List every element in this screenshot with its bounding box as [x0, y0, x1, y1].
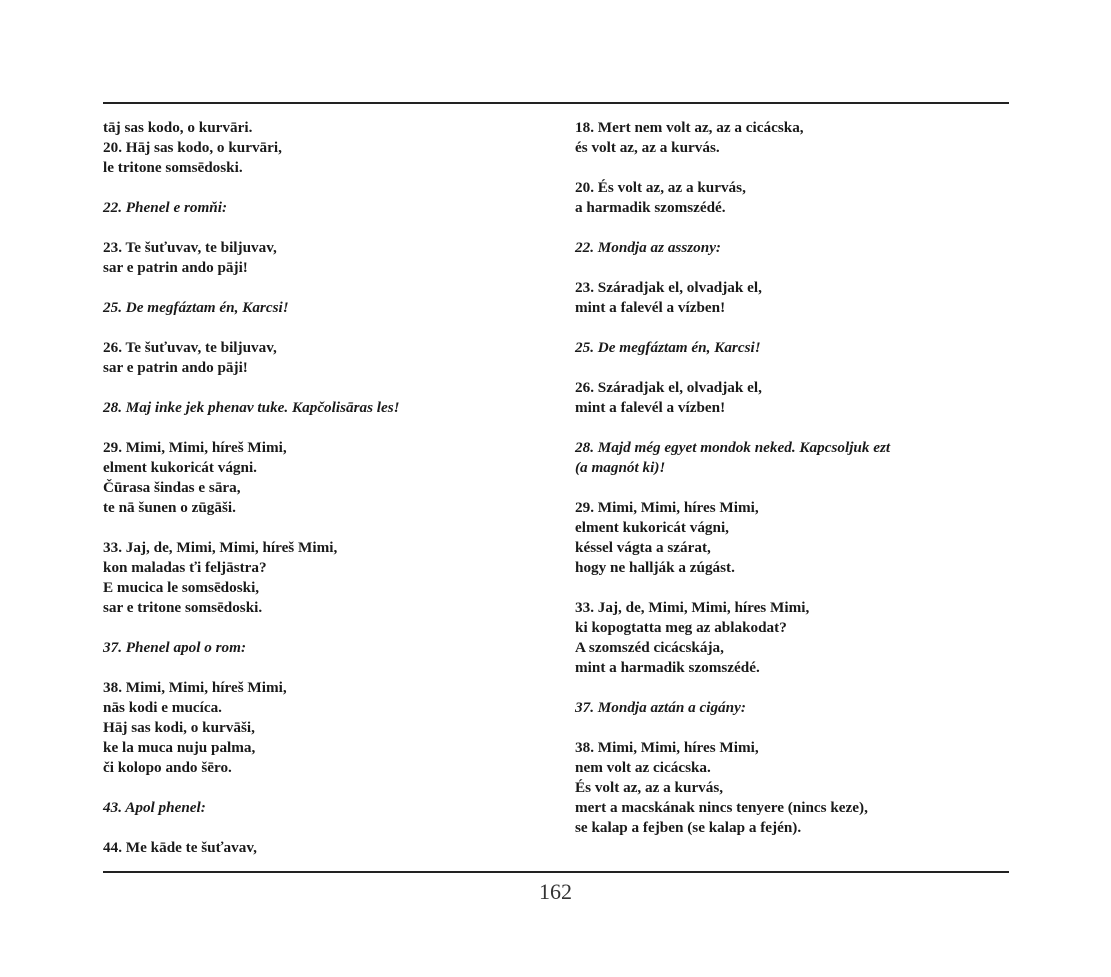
text-line: E mucica le somsēdoski,: [103, 579, 260, 596]
speaker-cue: [575, 438, 1015, 478]
text-line: sar e patrin ando pāji!: [103, 259, 248, 276]
text-line: tāj sas kodo, o kurvāri.: [103, 119, 253, 136]
text-line: 33. Jaj, de, Mimi, Mimi, híreš Mimi,: [103, 539, 338, 556]
text-line: elment kukoricát vágni.: [103, 459, 257, 476]
text-line: 23. Száradjak el, olvadjak el,: [575, 279, 762, 296]
text-line: 44. Me kāde te šuťavav,: [103, 839, 257, 856]
verse-stanza: [103, 338, 543, 378]
text-line: 29. Mimi, Mimi, híres Mimi,: [575, 499, 759, 516]
text-line: A szomszéd cicácskája,: [575, 639, 724, 656]
text-line: elment kukoricát vágni,: [575, 519, 729, 536]
verse-stanza: [103, 438, 543, 518]
text-line: 28. Majd még egyet mondok neked. Kapcsoljuk ezt: [575, 439, 891, 456]
text-line: 25. De megfáztam én, Karcsi!: [103, 299, 289, 316]
verse-stanza: [575, 498, 1015, 578]
text-line: hogy ne hallják a zúgást.: [575, 559, 735, 576]
text-line: 20. És volt az, az a kurvás,: [575, 179, 746, 196]
text-line: nās kodi e mucíca.: [103, 699, 222, 716]
top-rule: [103, 102, 1009, 104]
text-line: 29. Mimi, Mimi, híreš Mimi,: [103, 439, 287, 456]
speaker-cue: [103, 638, 543, 658]
text-line: 22. Phenel e romňi:: [103, 199, 228, 216]
text-line: mint a falevél a vízben!: [575, 299, 726, 316]
verse-stanza: [575, 178, 1015, 218]
bottom-rule: [103, 871, 1009, 873]
speaker-cue: [575, 698, 1015, 718]
speaker-cue: [575, 338, 1015, 358]
text-line: či kolopo ando šēro.: [103, 759, 232, 776]
text-line: 25. De megfáztam én, Karcsi!: [575, 339, 761, 356]
verse-stanza: [103, 238, 543, 278]
text-line: te nā šunen o zūgāši.: [103, 499, 236, 516]
text-line: ke la muca nuju palma,: [103, 739, 256, 756]
text-line: mert a macskának nincs tenyere (nincs keze),: [575, 799, 868, 816]
text-line: ki kopogtatta meg az ablakodat?: [575, 619, 787, 636]
verse-stanza: [575, 378, 1015, 418]
text-line: le tritone somsēdoski.: [103, 159, 243, 176]
text-line: 18. Mert nem volt az, az a cicácska,: [575, 119, 804, 136]
verse-stanza: [575, 738, 1015, 838]
text-line: 20. Hāj sas kodo, o kurvāri,: [103, 139, 282, 156]
text-line: 37. Phenel apol o rom:: [103, 639, 247, 656]
text-line: Hāj sas kodi, o kurvāši,: [103, 719, 255, 736]
verse-stanza: [103, 118, 543, 178]
text-line: se kalap a fejben (se kalap a fején).: [575, 819, 802, 836]
text-line: 38. Mimi, Mimi, híreš Mimi,: [103, 679, 287, 696]
speaker-cue: [103, 298, 543, 318]
text-line: És volt az, az a kurvás,: [575, 779, 724, 796]
text-line: sar e patrin ando pāji!: [103, 359, 248, 376]
text-line: (a magnót ki)!: [575, 459, 666, 476]
text-line: a harmadik szomszédé.: [575, 199, 726, 216]
speaker-cue: [103, 798, 543, 818]
text-line: 22. Mondja az asszony:: [575, 239, 721, 256]
text-line: mint a harmadik szomszédé.: [575, 659, 760, 676]
verse-stanza: [575, 598, 1015, 678]
verse-stanza: [103, 678, 543, 778]
text-line: 43. Apol phenel:: [103, 799, 206, 816]
text-line: nem volt az cicácska.: [575, 759, 711, 776]
text-line: 26. Te šuťuvav, te biljuvav,: [103, 339, 277, 356]
page-number: 162: [539, 879, 572, 904]
text-line: 38. Mimi, Mimi, híres Mimi,: [575, 739, 759, 756]
text-line: 33. Jaj, de, Mimi, Mimi, híres Mimi,: [575, 599, 810, 616]
speaker-cue: [103, 198, 543, 218]
text-line: 28. Maj inke jek phenav tuke. Kapčolisāras les!: [103, 399, 400, 416]
text-line: kon maladas ťi feljāstra?: [103, 559, 267, 576]
text-line: késsel vágta a szárat,: [575, 539, 711, 556]
speaker-cue: [103, 398, 543, 418]
text-line: Čūrasa šindas e sāra,: [103, 479, 241, 496]
verse-stanza: [103, 838, 543, 858]
verse-stanza: [575, 118, 1015, 158]
verse-stanza: [575, 278, 1015, 318]
text-line: 37. Mondja aztán a cigány:: [575, 699, 746, 716]
left-column-romani: [103, 118, 543, 878]
text-line: 23. Te šuťuvav, te biljuvav,: [103, 239, 277, 256]
verse-stanza: [103, 538, 543, 618]
right-column-hungarian: [575, 118, 1015, 858]
text-line: mint a falevél a vízben!: [575, 399, 726, 416]
speaker-cue: [575, 238, 1015, 258]
text-line: és volt az, az a kurvás.: [575, 139, 720, 156]
text-line: sar e tritone somsēdoski.: [103, 599, 263, 616]
text-line: 26. Száradjak el, olvadjak el,: [575, 379, 762, 396]
